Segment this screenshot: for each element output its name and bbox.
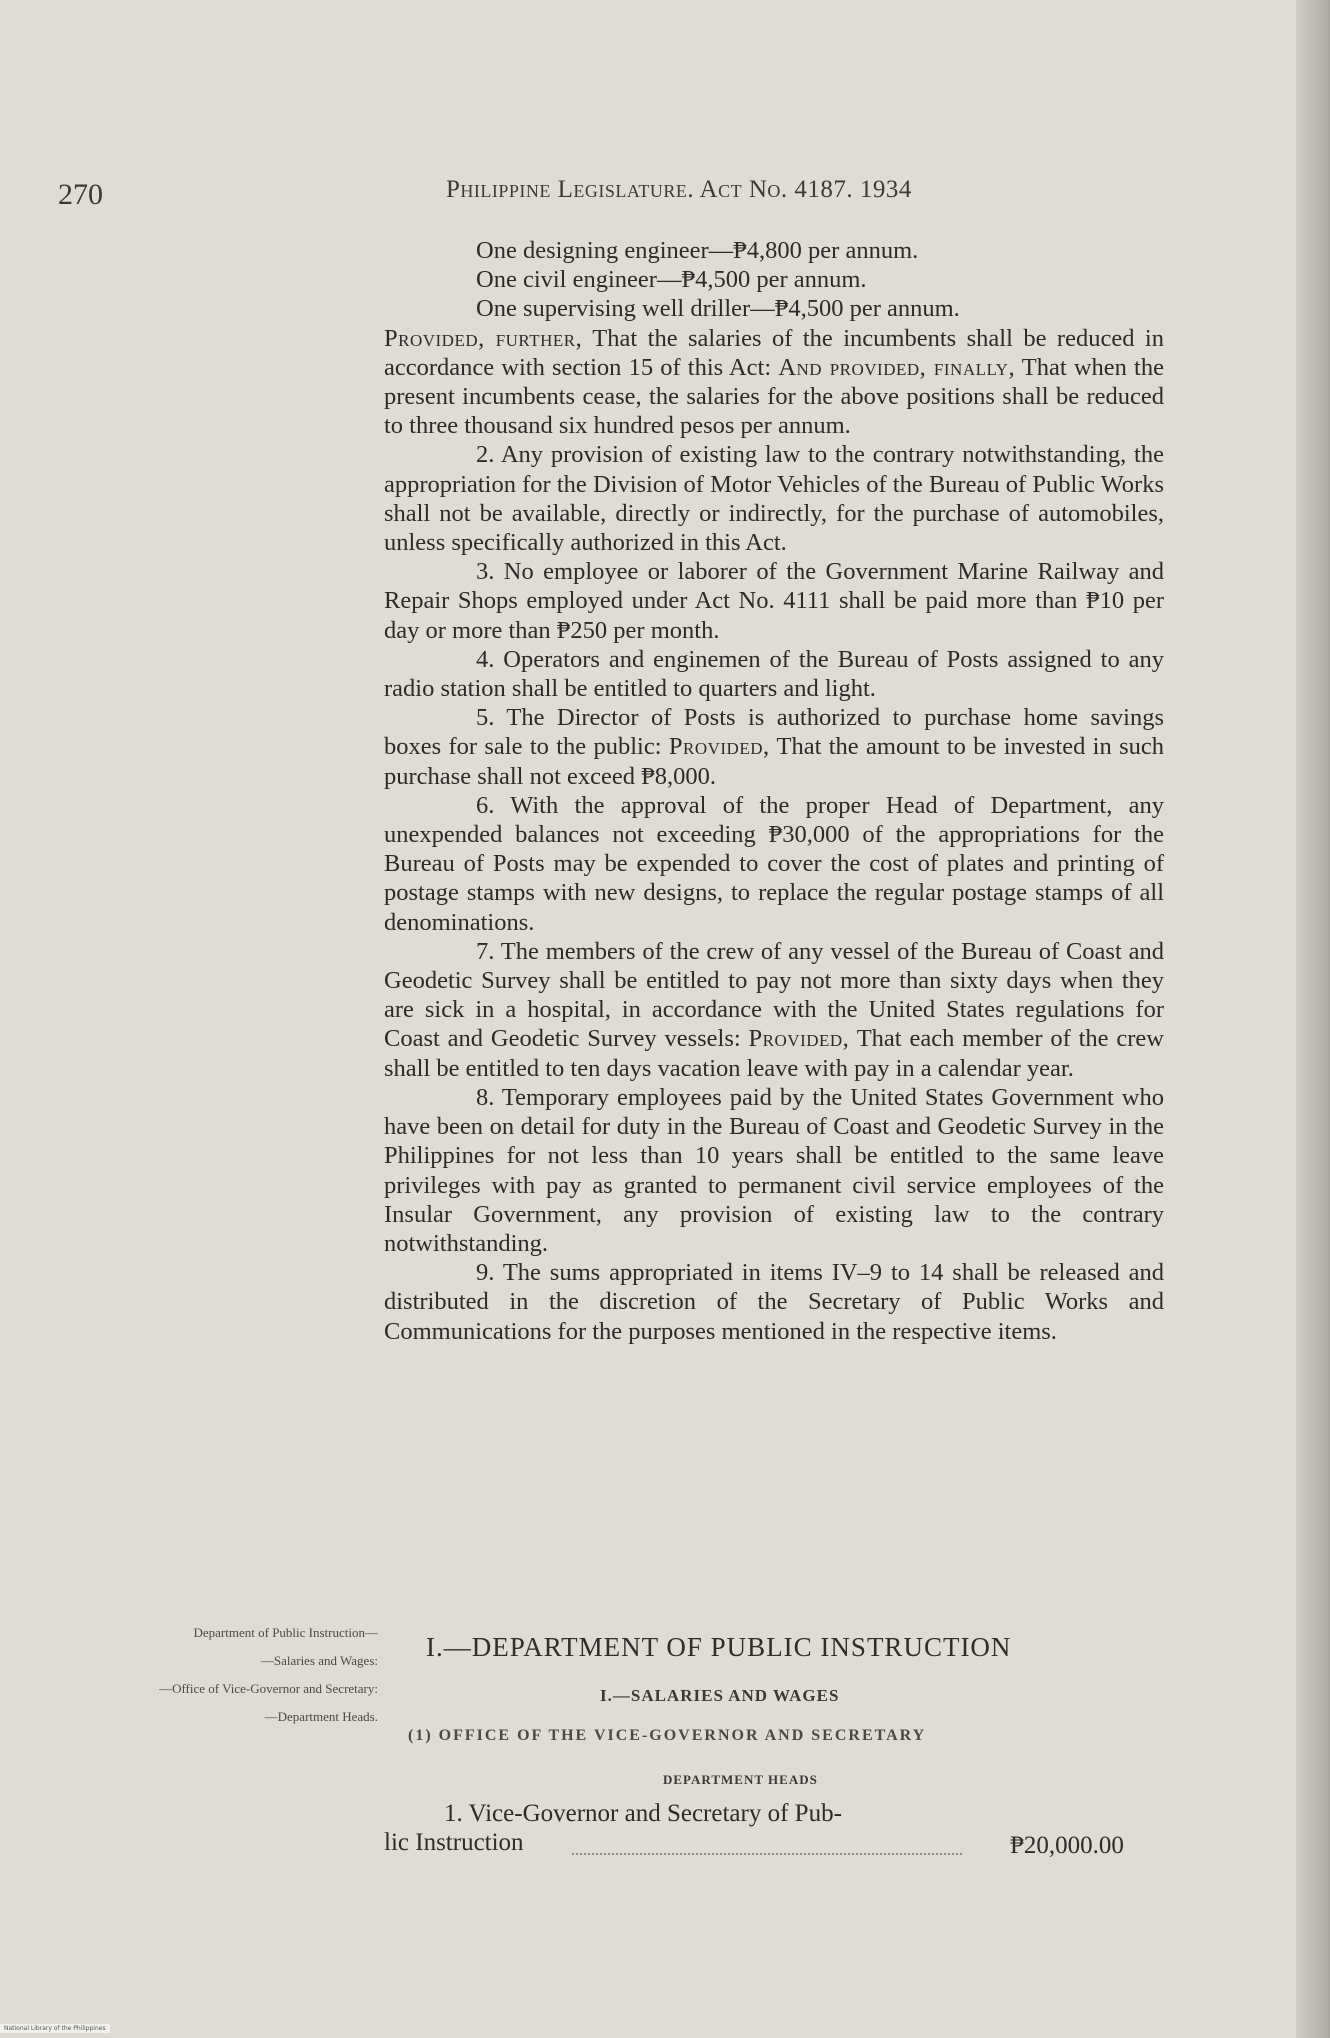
line-item-title-cont: lic Instruction [384,1829,524,1856]
salary-line: One supervising well driller—₱4,500 per annum. [476,295,960,323]
proviso-text: That the salaries of the incumbents shall be reduced in accordance with section 15 of this Act: [384,324,1164,381]
margin-note: —Department Heads. [264,1709,378,1724]
margin-note: —Office of Vice-Governor and Secretary: [159,1681,378,1696]
line-item-title: 1. Vice-Governor and Secretary of Pub- [444,1800,842,1827]
provision-3: 3. No employee or laborer of the Government Marine Railway and Repair Shops employed under Act No. 4111 shall be paid more than ₱10 per day or more than ₱250 per month. [384,558,1164,644]
department-heads-heading: DEPARTMENT HEADS [663,1772,818,1787]
department-heading: I.—DEPARTMENT OF PUBLIC INSTRUCTION [426,1632,1012,1662]
salary-line: One civil engineer—₱4,500 per annum. [476,266,867,294]
salary-line: One designing engineer—₱4,800 per annum. [476,237,919,264]
margin-notes [156,1626,378,1738]
provision-2: 2. Any provision of existing law to the contrary notwithstanding, the appropriation for the Division of Motor Vehicles of the Bureau of Public Works shall not be available, directly or indirectly, for the purchase of automobiles, unless specifically authorized in this Act. [384,441,1164,557]
provision-9: 9. The sums appropriated in items IV–9 to 14 shall be released and distributed in the discretion of the Secretary of Public Works and Communications for the purposes mentioned in the respective items. [384,1259,1164,1345]
running-head: Philippine Legislature. Act No. 4187. 1934 [446,176,912,203]
proviso-paragraph [384,324,1164,441]
dot-leader [572,1853,962,1855]
provision-4: 4. Operators and enginemen of the Bureau of Posts assigned to any radio station shall be entitled to quarters and light. [384,645,1164,703]
provision-5-text: That the amount to be invested in such purchase shall not exceed ₱8,000. [384,733,1164,790]
provision-5-text: 5. The Director of Posts is authorized to purchase home savings boxes for sale to the public: [384,704,1164,761]
scan-footer: National Library of the Philippines [0,2024,110,2033]
body-text [384,236,1164,1346]
proviso-lead: Provided, [748,1025,850,1053]
provision-7 [384,937,1164,1083]
line-item-amount: ₱20,000.00 [1010,1832,1124,1859]
proviso-lead: Provided, further, [384,324,583,352]
provision-8: 8. Temporary employees paid by the United States Government who have been on detail for duty in the Bureau of Coast and Geodetic Survey in the Philippines for not less than 10 years shall be entitled to the same leave privileges with pay as granted to permanent civil service employees of the Insular Government, any provision of existing law to the contrary notwithstanding. [384,1083,1164,1257]
provision-6: 6. With the approval of the proper Head of Department, any unexpended balances not exceeding ₱30,000 of the appropriations for the Bureau of Posts may be expended to cover the cost of plates and printing of postage stamps with new designs, to replace the regular postage stamps of all denominations. [384,791,1164,936]
proviso-text: That when the present incumbents cease, the salaries for the above positions shall be reduced to three thousand six hundred pesos per annum. [384,353,1164,440]
page-number: 270 [58,178,103,211]
provision-7-text: 7. The members of the crew of any vessel of the Bureau of Coast and Geodetic Survey shall be entitled to pay not more than sixty days when they are sick in a hospital, in accordance with the United States regulations for Coast and Geodetic Survey vessels: [384,937,1164,1053]
office-heading: (1) OFFICE OF THE VICE-GOVERNOR AND SECRETARY [408,1727,927,1744]
provision-7-text: That each member of the crew shall be entitled to ten days vacation leave with pay in a calendar year. [384,1025,1164,1082]
proviso-lead: Provided, [668,733,770,761]
margin-note: Department of Public Instruction— [193,1625,378,1640]
margin-note: —Salaries and Wages: [260,1653,378,1668]
provision-5 [384,703,1164,791]
salaries-heading: I.—SALARIES AND WAGES [600,1686,840,1705]
page-edge-shadow [1296,0,1330,2038]
proviso-lead: And provided, finally, [778,353,1016,381]
